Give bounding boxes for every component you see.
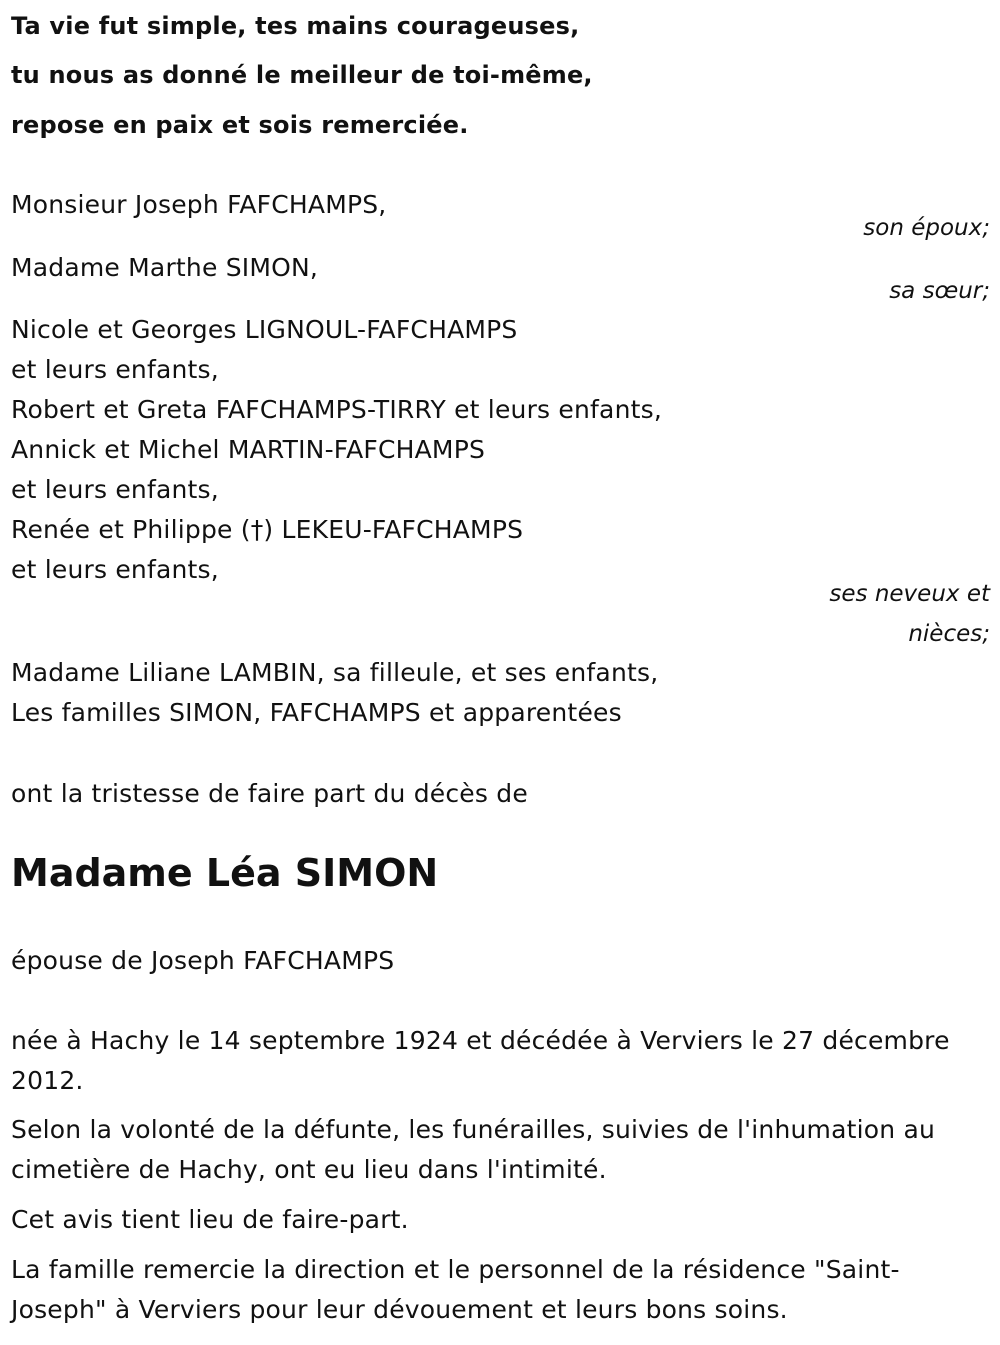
announcement: ont la tristesse de faire part du décès de <box>11 779 528 808</box>
deceased-name: Madame Léa SIMON <box>11 851 439 895</box>
nephew-line: Annick et Michel MARTIN-FAFCHAMPS <box>11 435 486 464</box>
nephew-line: et leurs enfants, <box>11 555 219 584</box>
nephew-line: et leurs enfants, <box>11 475 219 504</box>
sister-name: Madame Marthe SIMON, <box>11 253 319 282</box>
nephew-line: Robert et Greta FAFCHAMPS-TIRRY et leurs enfants, <box>11 395 662 424</box>
poem-line-3: repose en paix et sois remerciée. <box>11 111 469 139</box>
sister-relation: sa sœur; <box>889 278 990 304</box>
notice-line: Cet avis tient lieu de faire-part. <box>11 1205 409 1234</box>
spouse-relation: son époux; <box>863 215 990 241</box>
other-family-line: Madame Liliane LAMBIN, sa filleule, et ses enfants, <box>11 658 659 687</box>
nephew-line: et leurs enfants, <box>11 355 219 384</box>
birth-death-line: 2012. <box>11 1066 84 1095</box>
other-family-line: Les familles SIMON, FAFCHAMPS et apparentées <box>11 698 622 727</box>
nephews-relation: nièces; <box>908 621 990 647</box>
thanks-line: La famille remercie la direction et le personnel de la résidence "Saint- <box>11 1255 900 1284</box>
poem-line-2: tu nous as donné le meilleur de toi-même, <box>11 61 593 89</box>
poem-line-1: Ta vie fut simple, tes mains courageuses, <box>11 12 580 40</box>
nephew-line: Nicole et Georges LIGNOUL-FAFCHAMPS <box>11 315 518 344</box>
birth-death-line: née à Hachy le 14 septembre 1924 et décédée à Verviers le 27 décembre <box>11 1026 950 1055</box>
funeral-line: cimetière de Hachy, ont eu lieu dans l'intimité. <box>11 1155 607 1184</box>
funeral-line: Selon la volonté de la défunte, les funérailles, suivies de l'inhumation au <box>11 1115 936 1144</box>
nephews-relation: ses neveux et <box>829 581 990 607</box>
nephew-line: Renée et Philippe (†) LEKEU-FAFCHAMPS <box>11 515 524 544</box>
spouse-line: épouse de Joseph FAFCHAMPS <box>11 946 395 975</box>
thanks-line: Joseph" à Verviers pour leur dévouement et leurs bons soins. <box>11 1295 788 1324</box>
spouse-name: Monsieur Joseph FAFCHAMPS, <box>11 190 387 219</box>
